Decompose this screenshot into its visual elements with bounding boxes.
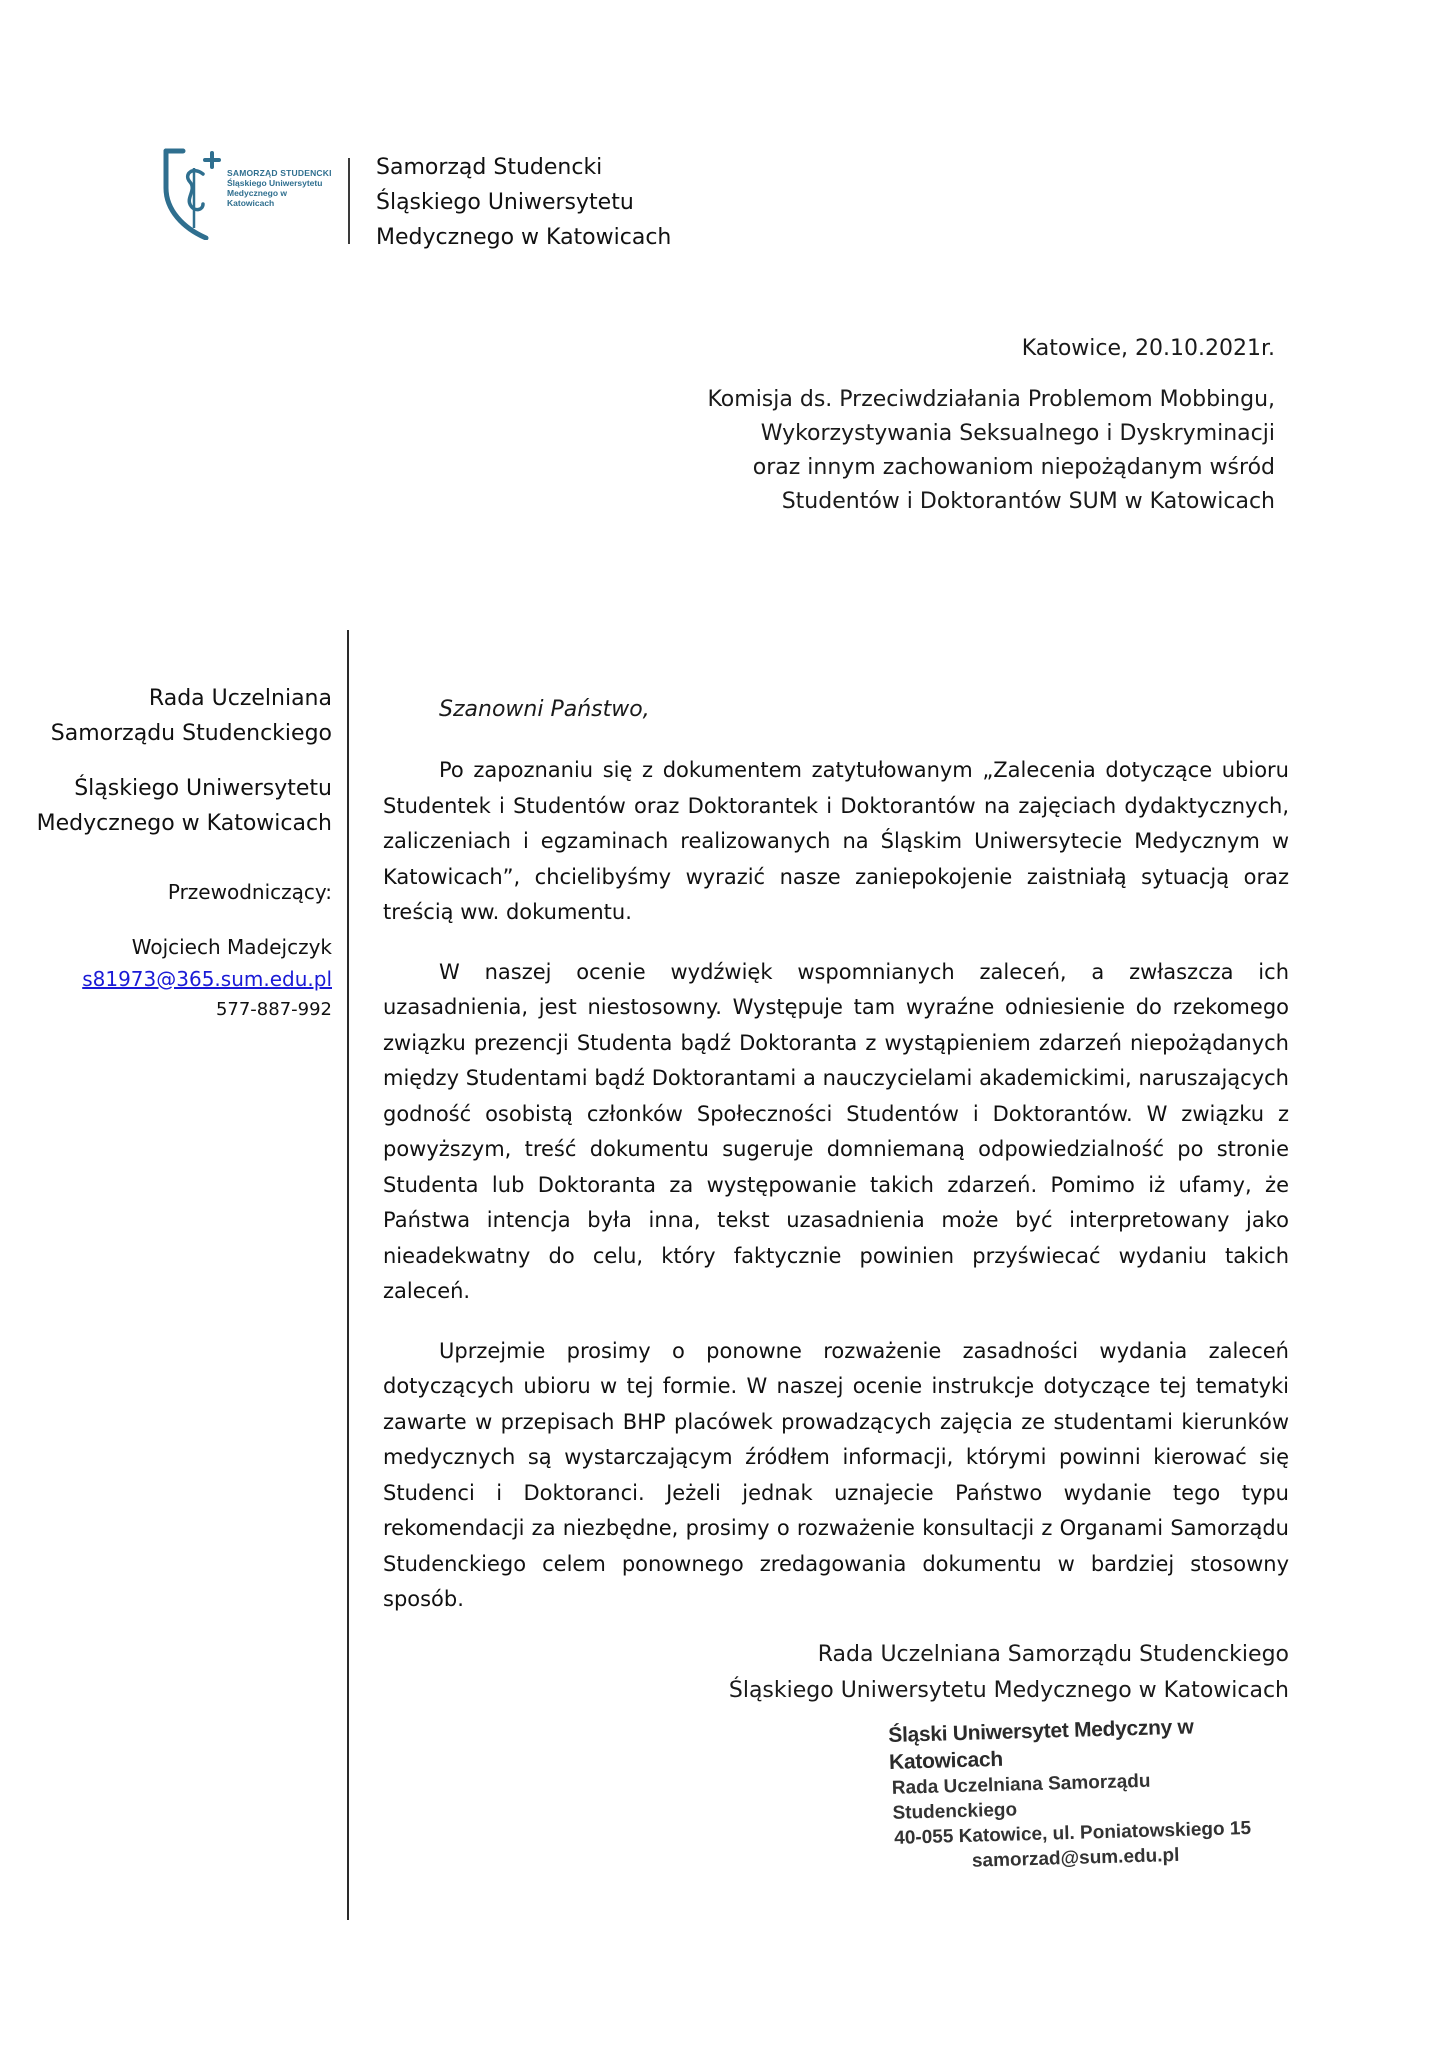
university-name-line: Medycznego w Katowicach xyxy=(36,811,332,836)
addressee-line: Komisja ds. Przeciwdziałania Problemom Mobbingu, xyxy=(707,387,1275,412)
signature xyxy=(729,1637,1289,1709)
council-name-line: Rada Uczelniana xyxy=(148,686,332,711)
council-name-line: Samorządu Studenckiego xyxy=(50,721,332,746)
logo-text-line: Medycznego w Katowicach xyxy=(227,188,287,208)
header-org-line: Medycznego w Katowicach xyxy=(376,225,672,250)
official-stamp xyxy=(888,1711,1281,1872)
stamp-line: 40-055 Katowice, ul. Poniatowskiego 15 xyxy=(893,1817,1252,1849)
addressee-line: Wykorzystywania Seksualnego i Dyskryminacji xyxy=(760,421,1275,446)
addressee xyxy=(707,383,1275,519)
stamp-line: Rada Uczelniana Samorządu Studenckiego xyxy=(891,1770,1151,1824)
logo-text-line: Śląskiego Uniwersytetu xyxy=(227,178,323,188)
header-divider xyxy=(348,158,350,244)
chair-name: Wojciech Madejczyk xyxy=(131,935,332,959)
addressee-line: Studentów i Doktorantów SUM w Katowicach xyxy=(781,489,1275,514)
signature-line: Śląskiego Uniwersytetu Medycznego w Katowicach xyxy=(728,1678,1289,1703)
salutation: Szanowni Państwo, xyxy=(439,697,650,722)
sidebar-divider xyxy=(347,630,349,1920)
sidebar xyxy=(37,681,332,1025)
logo-text xyxy=(227,168,333,208)
header-organization xyxy=(376,150,671,255)
body-paragraph: Po zapoznaniu się z dokumentem zatytułowanym „Zalecenia dotyczące ubioru Studentek i Studentów oraz Doktorantek i Doktorantów na zajęciach dydaktycznych, zaliczeniach i egzaminach realizowanych na Śląskim Uniwersytecie Medycznym w Katowicach”, chcielibyśmy wyrazić nasze zaniepokojenie zaistniałą sytuacją oraz treścią ww. dokumentu. xyxy=(383,758,1289,924)
council-name xyxy=(37,681,332,751)
logo xyxy=(163,148,333,240)
body-paragraph: Uprzejmie prosimy o ponowne rozważenie zasadności wydania zaleceń dotyczących ubioru w tej formie. W naszej ocenie instrukcje dotyczące tej tematyki zawarte w przepisach BHP placówek prowadzących zajęcia ze studentami kierunków medycznych są wystarczającym źródłem informacji, którymi powinni kierować się Studenci i Doktoranci. Jeżeli jednak uznajecie Państwo wydanie tego typu rekomendacji za niezbędne, prosimy o rozważenie konsultacji z Organami Samorządu Studenckiego celem ponownego zredagowania dokumentu w bardziej stosowny sposób. xyxy=(383,1338,1289,1611)
chair-phone: 577-887-992 xyxy=(215,999,332,1020)
header-org-line: Śląskiego Uniwersytetu xyxy=(376,190,634,215)
stamp-line: Śląski Uniwersytet Medyczny w Katowicach xyxy=(888,1715,1194,1774)
body-paragraph: W naszej ocenie wydźwięk wspomnianych zaleceń, a zwłaszcza ich uzasadnienia, jest niestosowny. Występuje tam wyraźne odniesienie do rzekomego związku prezencji Studenta bądź Doktoranta z wystąpieniem zdarzeń niepożądanych między Studentami bądź Doktorantami a nauczycielami akademickimi, naruszających godność osobistą członków Społeczności Studentów i Doktorantów. W związku z powyższym, treść dokumentu sugeruje domniemaną odpowiedzialność po stronie Studenta lub Doktoranta za występowanie takich zdarzeń. Pomimo iż ufamy, że Państwa intencja była inna, tekst uzasadnienia może być interpretowany jako nieadekwatny do celu, który faktycznie powinien przyświecać wydaniu takich zaleceń. xyxy=(383,959,1289,1303)
chair-email-link[interactable]: s81973@365.sum.edu.pl xyxy=(82,967,332,991)
caduceus-shield-icon xyxy=(163,148,225,240)
signature-line: Rada Uczelniana Samorządu Studenckiego xyxy=(817,1642,1289,1667)
university-name-line: Śląskiego Uniwersytetu xyxy=(74,776,332,801)
header-org-line: Samorząd Studencki xyxy=(376,155,603,180)
letter-body xyxy=(383,753,1289,1642)
addressee-line: oraz innym zachowaniom niepożądanym wśród xyxy=(752,455,1275,480)
university-name xyxy=(37,771,332,841)
chair-title: Przewodniczący: xyxy=(167,880,332,904)
stamp-line: samorzad@sum.edu.pl xyxy=(971,1844,1180,1872)
logo-text-line: SAMORZĄD STUDENCKI xyxy=(227,168,332,178)
letter-date: Katowice, 20.10.2021r. xyxy=(1021,336,1275,361)
